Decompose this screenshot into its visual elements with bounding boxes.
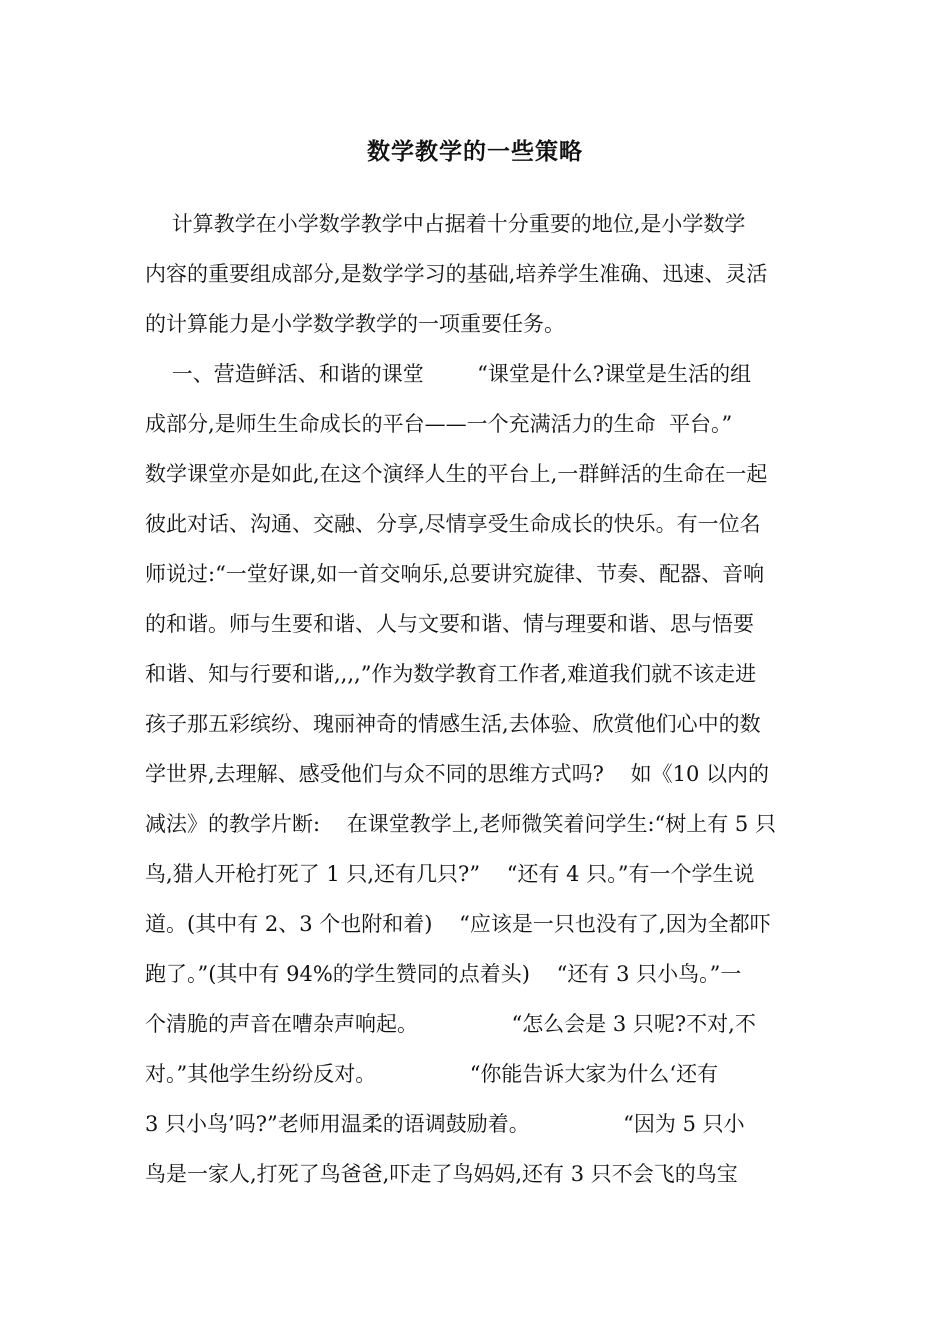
paragraph-line: 数学课堂亦是如此,在这个演绎人生的平台上,一群鲜活的生命在一起 [145, 462, 768, 486]
paragraph-line: 的计算能力是小学数学教学的一项重要任务。 [145, 312, 565, 336]
paragraph-line: 道。(其中有 2、3 个也附和着) “应该是一只也没有了,因为全都吓 [145, 912, 771, 936]
paragraph-line: 学世界,去理解、感受他们与众不同的思维方式吗? 如《10 以内的 [145, 762, 770, 786]
paragraph-line: 3 只小鸟’吗?”老师用温柔的语调鼓励着。 “因为 5 只小 [145, 1112, 745, 1136]
paragraph-line: 内容的重要组成部分,是数学学习的基础,培养学生准确、迅速、灵活 [145, 262, 768, 286]
paragraph-line: 的和谐。师与生要和谐、人与文要和谐、情与理要和谐、思与悟要 [145, 612, 754, 636]
paragraph-line: 鸟是一家人,打死了鸟爸爸,吓走了鸟妈妈,还有 3 只不会飞的鸟宝 [145, 1162, 738, 1186]
paragraph-line: 和谐、知与行要和谐,,,,”作为数学教育工作者,难道我们就不该走进 [145, 662, 757, 686]
paragraph-line: 个清脆的声音在嘈杂声响起。 “怎么会是 3 只呢?不对,不 [145, 1012, 756, 1036]
paragraph-line: 孩子那五彩缤纷、瑰丽神奇的情感生活,去体验、欣赏他们心中的数 [145, 712, 761, 736]
paragraph-line: 计算教学在小学数学教学中占据着十分重要的地位,是小学数学 [145, 212, 746, 236]
paragraph-line: 对。”其他学生纷纷反对。 “你能告诉大家为什么‘还有 [145, 1062, 719, 1086]
document-title: 数学教学的一些策略 [367, 138, 583, 165]
paragraph-line: 师说过:“一堂好课,如一首交响乐,总要讲究旋律、节奏、配器、音响 [145, 562, 765, 586]
paragraph-line: 成部分,是师生生命成长的平台——一个充满活力的生命 平台。” [145, 412, 733, 436]
paragraph-line: 彼此对话、沟通、交融、分享,尽情享受生命成长的快乐。有一位名 [145, 512, 761, 536]
paragraph-line: 跑了。”(其中有 94%的学生赞同的点着头) “还有 3 只小鸟。”一 [145, 962, 742, 986]
paragraph-line: 一、营造鲜活、和谐的课堂 “课堂是什么?课堂是生活的组 [145, 362, 752, 386]
paragraph-line: 减法》的教学片断: 在课堂教学上,老师微笑着问学生:“树上有 5 只 [145, 812, 776, 836]
paragraph-line: 鸟,猎人开枪打死了 1 只,还有几只?” “还有 4 只。”有一个学生说 [145, 862, 755, 886]
